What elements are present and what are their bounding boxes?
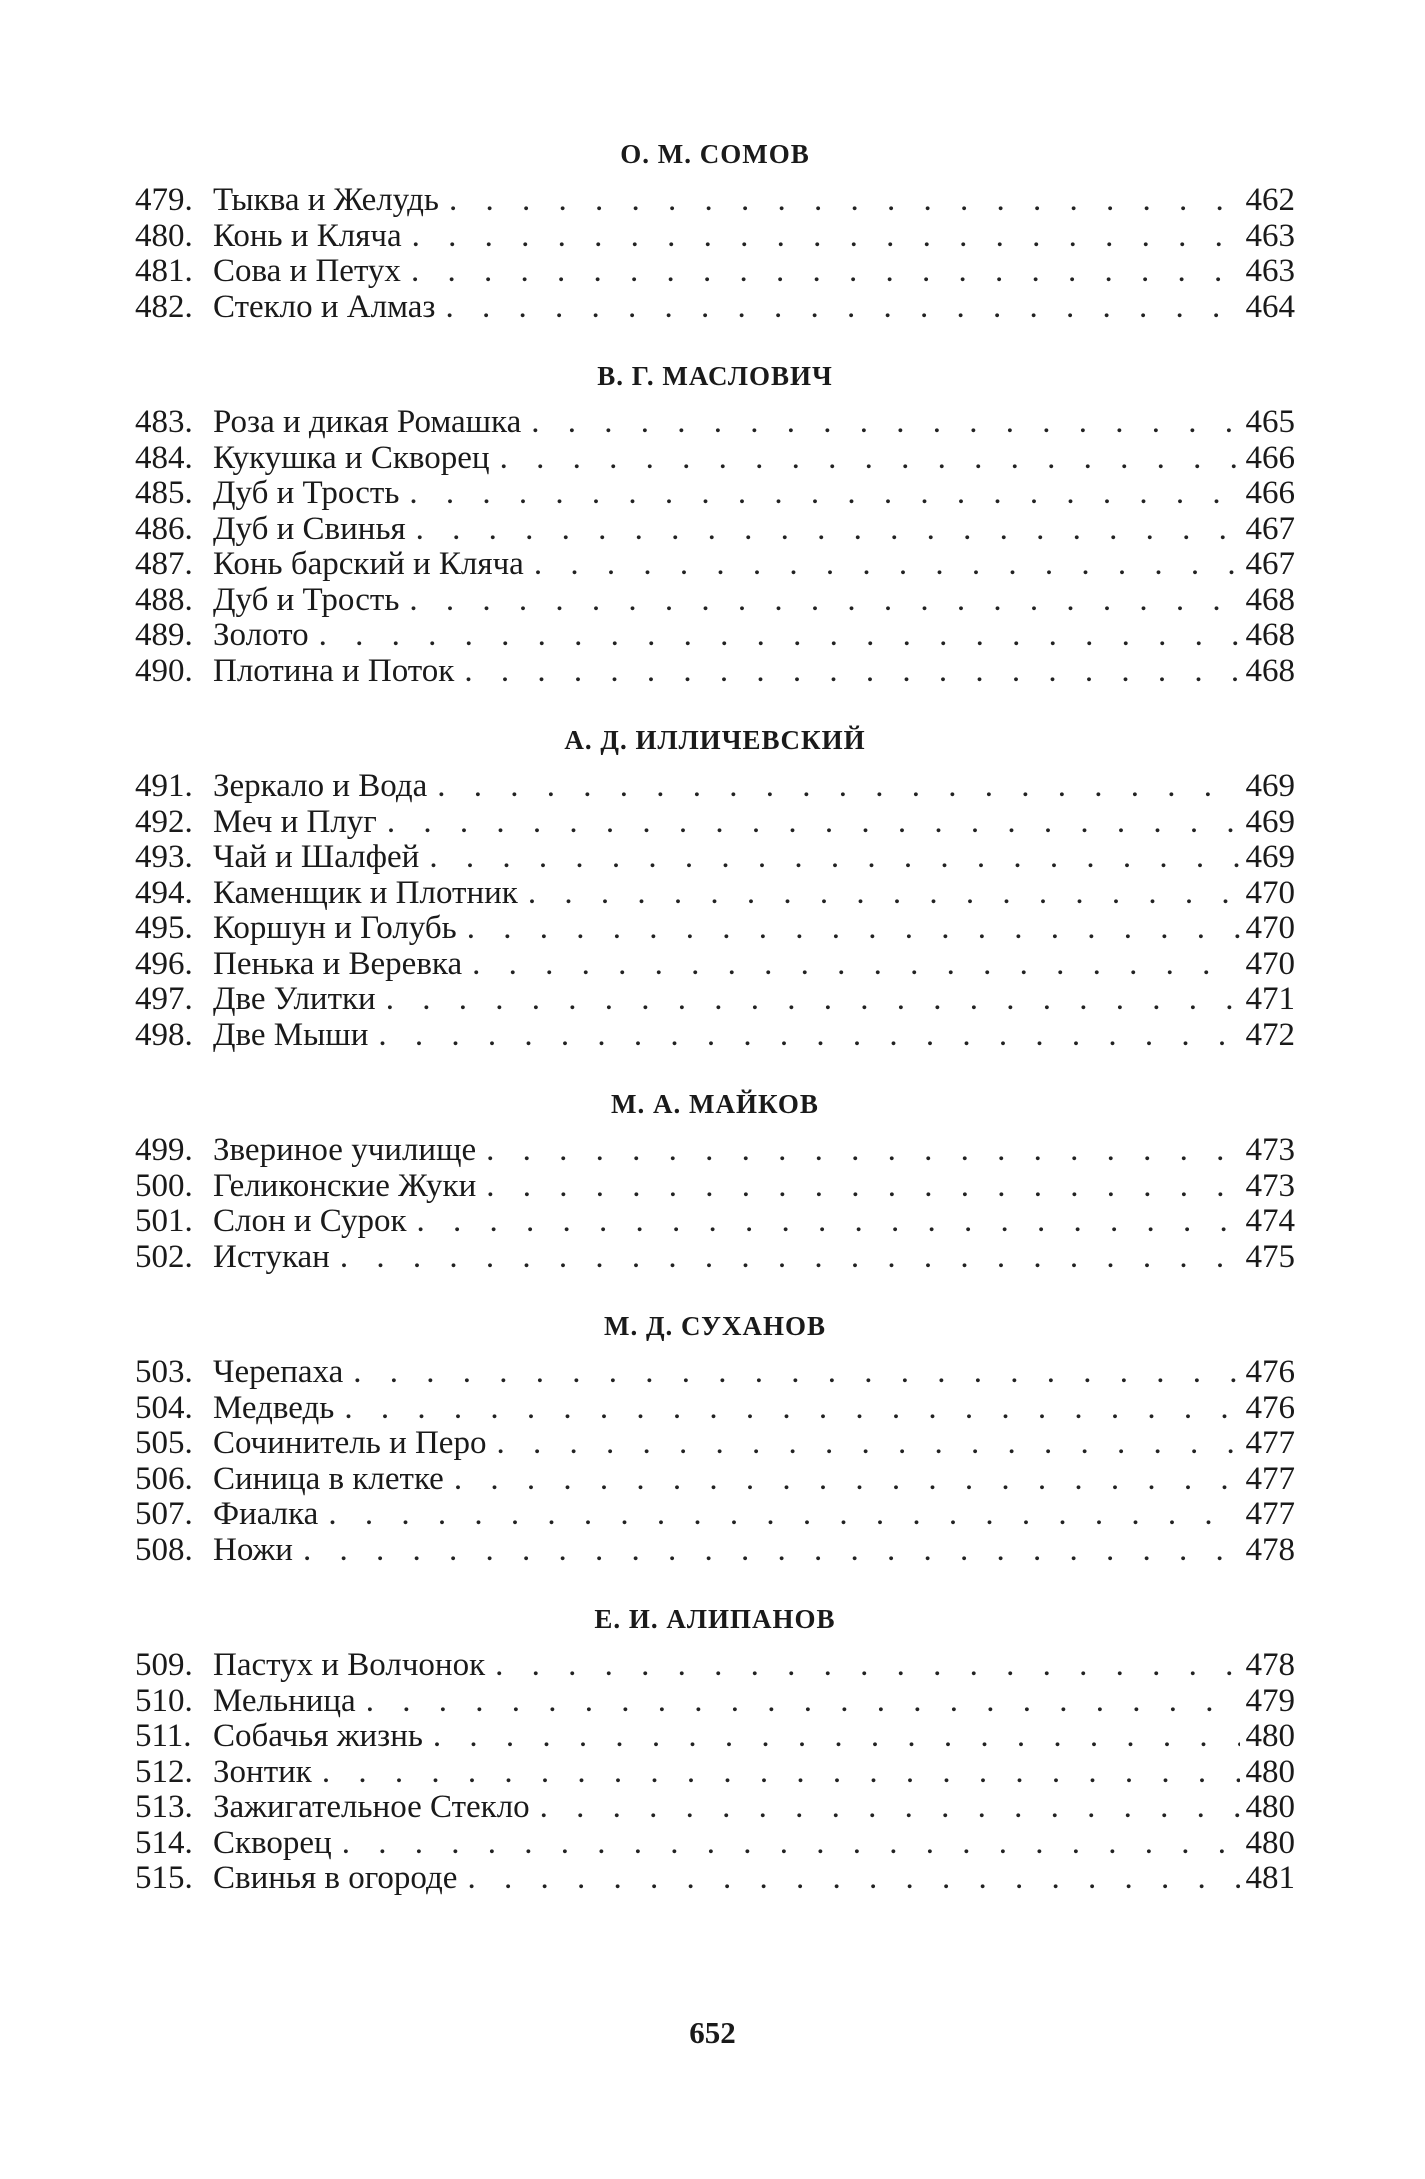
entry-page: 468 xyxy=(1245,581,1295,618)
list-item xyxy=(135,654,1295,690)
dot-leader xyxy=(409,583,1239,619)
dot-leader xyxy=(534,547,1240,583)
entry-title: Слон и Сурок xyxy=(213,1203,407,1239)
entry-number: 510. xyxy=(135,1682,193,1719)
entry-number: 506. xyxy=(135,1460,193,1497)
entry-page: 480 xyxy=(1245,1824,1295,1861)
list-item xyxy=(135,1133,1295,1169)
entry-title: Каменщик и Плотник xyxy=(213,874,518,911)
section-alipanov xyxy=(135,1590,1295,1897)
entry-page: 469 xyxy=(1245,768,1295,804)
entry-page: 476 xyxy=(1245,1389,1295,1426)
entry-page: 468 xyxy=(1245,617,1295,653)
entry-number: 491. xyxy=(135,768,193,804)
dot-leader xyxy=(500,441,1240,477)
entry-list xyxy=(135,1355,1295,1568)
dot-leader xyxy=(328,1497,1239,1533)
list-item xyxy=(135,911,1295,947)
entry-page: 470 xyxy=(1245,945,1295,982)
dot-leader xyxy=(445,290,1239,326)
entry-number: 490. xyxy=(135,652,193,689)
entry-page: 471 xyxy=(1245,981,1295,1017)
dot-leader xyxy=(495,1648,1239,1684)
list-item xyxy=(135,1240,1295,1276)
dot-leader xyxy=(417,1204,1240,1240)
section-maslovich xyxy=(135,347,1295,689)
dot-leader xyxy=(429,840,1239,876)
entry-page: 480 xyxy=(1245,1753,1295,1790)
dot-leader xyxy=(454,1462,1240,1498)
entry-title: Зонтик xyxy=(213,1753,312,1790)
entry-number: 489. xyxy=(135,617,193,653)
entry-number: 504. xyxy=(135,1389,193,1426)
list-item xyxy=(135,1790,1295,1826)
entry-page: 479 xyxy=(1245,1682,1295,1719)
list-item xyxy=(135,441,1295,477)
section-illichevsky xyxy=(135,711,1295,1053)
dot-leader xyxy=(340,1240,1240,1276)
dot-leader xyxy=(467,1861,1239,1897)
entry-title: Фиалка xyxy=(213,1496,319,1532)
entry-page: 462 xyxy=(1245,182,1295,218)
entry-title: Стекло и Алмаз xyxy=(213,288,436,325)
dot-leader xyxy=(531,405,1239,441)
entry-number: 505. xyxy=(135,1425,193,1461)
entry-page: 475 xyxy=(1245,1238,1295,1275)
entry-title: Пастух и Волчонок xyxy=(213,1647,486,1683)
dot-leader xyxy=(433,1719,1240,1755)
entry-page: 470 xyxy=(1245,910,1295,946)
author-heading: А. Д. ИЛЛИЧЕВСКИЙ xyxy=(564,725,866,755)
list-item xyxy=(135,219,1295,255)
entry-title: Плотина и Поток xyxy=(213,652,455,689)
dot-leader xyxy=(467,911,1240,947)
dot-leader xyxy=(322,1755,1240,1791)
entry-page: 463 xyxy=(1245,253,1295,289)
entry-page: 470 xyxy=(1245,874,1295,911)
list-item xyxy=(135,1861,1295,1897)
dot-leader xyxy=(486,1133,1239,1169)
entry-number: 497. xyxy=(135,981,193,1017)
dot-leader xyxy=(303,1533,1240,1569)
entry-title: Пенька и Веревка xyxy=(213,945,463,982)
dot-leader xyxy=(342,1826,1240,1862)
entry-title: Роза и дикая Ромашка xyxy=(213,404,522,440)
dot-leader xyxy=(411,254,1240,290)
entry-page: 472 xyxy=(1245,1016,1295,1053)
entry-number: 488. xyxy=(135,581,193,618)
entry-page: 466 xyxy=(1245,439,1295,476)
entry-page: 473 xyxy=(1245,1167,1295,1204)
entry-page: 465 xyxy=(1245,404,1295,440)
list-item xyxy=(135,1755,1295,1791)
entry-number: 479. xyxy=(135,182,193,218)
entry-page: 463 xyxy=(1245,217,1295,254)
entry-number: 499. xyxy=(135,1132,193,1168)
entry-title: Собачья жизнь xyxy=(213,1718,423,1754)
entry-page: 469 xyxy=(1245,803,1295,840)
dot-leader xyxy=(472,947,1239,983)
list-item xyxy=(135,805,1295,841)
list-item xyxy=(135,618,1295,654)
entry-title: Черепаха xyxy=(213,1354,344,1390)
entry-title: Конь барский и Кляча xyxy=(213,546,524,582)
entry-page: 474 xyxy=(1245,1203,1295,1239)
list-item xyxy=(135,1533,1295,1569)
entry-number: 494. xyxy=(135,874,193,911)
entry-number: 508. xyxy=(135,1531,193,1568)
dot-leader xyxy=(464,654,1239,690)
entry-number: 514. xyxy=(135,1824,193,1861)
dot-leader xyxy=(344,1391,1239,1427)
table-of-contents xyxy=(135,125,1295,1897)
list-item xyxy=(135,840,1295,876)
dot-leader xyxy=(366,1684,1240,1720)
dot-leader xyxy=(387,805,1240,841)
dot-leader xyxy=(409,476,1239,512)
list-item xyxy=(135,876,1295,912)
entry-title: Кукушка и Скворец xyxy=(213,439,490,476)
entry-number: 483. xyxy=(135,404,193,440)
dot-leader xyxy=(540,1790,1240,1826)
author-heading: М. А. МАЙКОВ xyxy=(611,1089,819,1119)
entry-title: Конь и Кляча xyxy=(213,217,402,254)
dot-leader xyxy=(353,1355,1239,1391)
author-heading: Е. И. АЛИПАНОВ xyxy=(594,1604,836,1634)
list-item xyxy=(135,476,1295,512)
author-heading: О. М. СОМОВ xyxy=(620,139,810,169)
list-item xyxy=(135,1204,1295,1240)
entry-page: 464 xyxy=(1245,288,1295,325)
entry-page: 480 xyxy=(1245,1718,1295,1754)
list-item xyxy=(135,769,1295,805)
entry-title: Зеркало и Вода xyxy=(213,768,428,804)
entry-title: Чай и Шалфей xyxy=(213,839,420,875)
entry-title: Свинья в огороде xyxy=(213,1860,458,1896)
entry-number: 485. xyxy=(135,475,193,511)
dot-leader xyxy=(412,219,1240,255)
entry-title: Геликонские Жуки xyxy=(213,1167,477,1204)
list-item xyxy=(135,583,1295,619)
dot-leader xyxy=(437,769,1239,805)
entry-page: 468 xyxy=(1245,652,1295,689)
entry-page: 467 xyxy=(1245,546,1295,582)
dot-leader xyxy=(386,982,1240,1018)
entry-title: Две Улитки xyxy=(213,981,376,1017)
entry-title: Сова и Петух xyxy=(213,253,401,289)
entry-title: Истукан xyxy=(213,1238,330,1275)
section-somov xyxy=(135,125,1295,325)
list-item xyxy=(135,290,1295,326)
dot-leader xyxy=(378,1018,1239,1054)
entry-number: 480. xyxy=(135,217,193,254)
dot-leader xyxy=(416,512,1240,548)
entry-title: Синица в клетке xyxy=(213,1460,444,1497)
entry-number: 492. xyxy=(135,803,193,840)
entry-page: 477 xyxy=(1245,1496,1295,1532)
page-number: 652 xyxy=(689,2015,736,2050)
list-item xyxy=(135,254,1295,290)
list-item xyxy=(135,1826,1295,1862)
list-item xyxy=(135,512,1295,548)
entry-number: 509. xyxy=(135,1647,193,1683)
entry-number: 484. xyxy=(135,439,193,476)
list-item xyxy=(135,982,1295,1018)
entry-number: 498. xyxy=(135,1016,193,1053)
entry-page: 467 xyxy=(1245,510,1295,547)
entry-number: 515. xyxy=(135,1860,193,1896)
list-item xyxy=(135,947,1295,983)
entry-number: 481. xyxy=(135,253,193,289)
entry-title: Дуб и Трость xyxy=(213,475,400,511)
entry-number: 487. xyxy=(135,546,193,582)
entry-list xyxy=(135,769,1295,1053)
entry-page: 481 xyxy=(1245,1860,1295,1896)
entry-page: 477 xyxy=(1245,1425,1295,1461)
entry-page: 480 xyxy=(1245,1789,1295,1825)
entry-number: 512. xyxy=(135,1753,193,1790)
entry-number: 513. xyxy=(135,1789,193,1825)
author-heading: М. Д. СУХАНОВ xyxy=(603,1311,827,1341)
entry-title: Дуб и Трость xyxy=(213,581,400,618)
dot-leader xyxy=(449,183,1240,219)
entry-list xyxy=(135,183,1295,325)
section-maikov xyxy=(135,1075,1295,1275)
entry-number: 496. xyxy=(135,945,193,982)
list-item xyxy=(135,1391,1295,1427)
list-item xyxy=(135,1426,1295,1462)
entry-title: Звериное училище xyxy=(213,1132,477,1168)
entry-page: 478 xyxy=(1245,1647,1295,1683)
entry-number: 501. xyxy=(135,1203,193,1239)
list-item xyxy=(135,1462,1295,1498)
entry-number: 500. xyxy=(135,1167,193,1204)
list-item xyxy=(135,1018,1295,1054)
list-item xyxy=(135,1684,1295,1720)
entry-title: Коршун и Голубь xyxy=(213,910,457,946)
entry-page: 478 xyxy=(1245,1531,1295,1568)
entry-number: 486. xyxy=(135,510,193,547)
entry-number: 503. xyxy=(135,1354,193,1390)
entry-number: 502. xyxy=(135,1238,193,1275)
entry-list xyxy=(135,1648,1295,1897)
entry-number: 507. xyxy=(135,1496,193,1532)
entry-number: 511. xyxy=(135,1718,192,1754)
dot-leader xyxy=(496,1426,1239,1462)
entry-page: 469 xyxy=(1245,839,1295,875)
entry-title: Медведь xyxy=(213,1389,335,1426)
list-item xyxy=(135,405,1295,441)
list-item xyxy=(135,183,1295,219)
entry-page: 473 xyxy=(1245,1132,1295,1168)
list-item xyxy=(135,1719,1295,1755)
list-item xyxy=(135,1497,1295,1533)
entry-title: Сочинитель и Перо xyxy=(213,1425,487,1461)
entry-title: Скворец xyxy=(213,1824,332,1861)
entry-page: 476 xyxy=(1245,1354,1295,1390)
entry-number: 493. xyxy=(135,839,193,875)
entry-title: Две Мыши xyxy=(213,1016,369,1053)
dot-leader xyxy=(486,1169,1239,1205)
list-item xyxy=(135,1355,1295,1391)
dot-leader xyxy=(528,876,1240,912)
entry-number: 495. xyxy=(135,910,193,946)
entry-list xyxy=(135,405,1295,689)
entry-page: 466 xyxy=(1245,475,1295,511)
entry-number: 482. xyxy=(135,288,193,325)
dot-leader xyxy=(319,618,1240,654)
list-item xyxy=(135,1169,1295,1205)
entry-page: 477 xyxy=(1245,1460,1295,1497)
entry-title: Меч и Плуг xyxy=(213,803,377,840)
entry-title: Дуб и Свинья xyxy=(213,510,406,547)
entry-list xyxy=(135,1133,1295,1275)
entry-title: Тыква и Желудь xyxy=(213,182,439,218)
entry-title: Зажигательное Стекло xyxy=(213,1789,530,1825)
entry-title: Мельница xyxy=(213,1682,356,1719)
section-sukhanov xyxy=(135,1297,1295,1568)
entry-title: Ножи xyxy=(213,1531,293,1568)
list-item xyxy=(135,547,1295,583)
entry-title: Золото xyxy=(213,617,309,653)
author-heading: В. Г. МАСЛОВИЧ xyxy=(597,361,833,391)
list-item xyxy=(135,1648,1295,1684)
